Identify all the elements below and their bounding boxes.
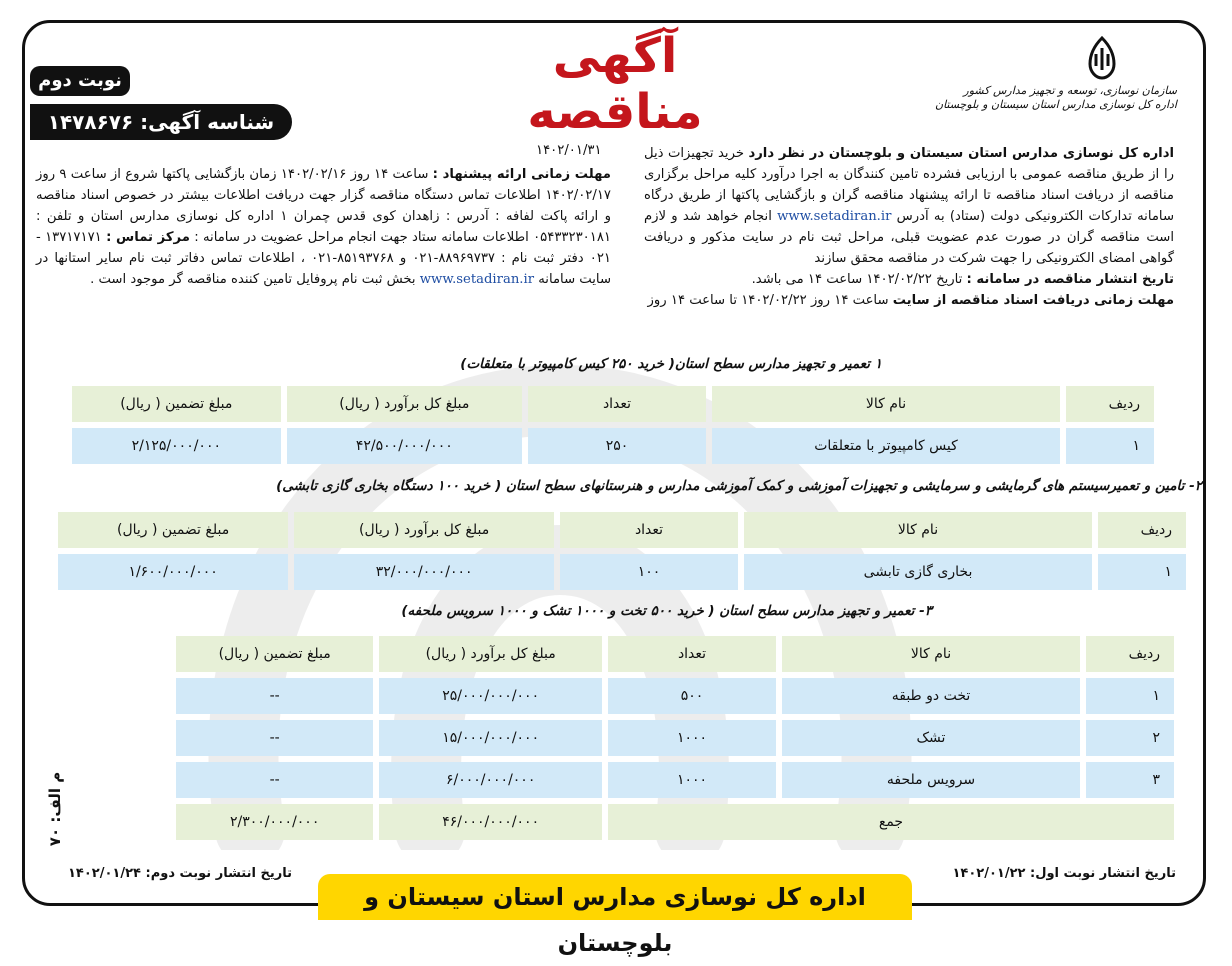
intro-text-2: انجام خواهد شد و لازم است مناقصه گران در صورت عدم عضویت قبلی، مراحل ثبت نام در سایت مذکور و دریافت گواهی امضای الکترونیکی را جهت شرکت در مناقصه محقق سازند <box>644 209 1174 266</box>
cell-qty: ۱۰۰۰ <box>608 720 776 756</box>
section3-title: ۳- تعمیر و تجهیز مدارس سطح استان ( خرید ۵۰۰ تخت و ۱۰۰۰ تشک و ۱۰۰۰ سرویس ملحفه) <box>401 603 932 619</box>
col-header: مبلغ کل برآورد ( ریال) <box>287 386 522 422</box>
ad-code <box>40 760 70 870</box>
first-publish-date: تاریخ انتشار نوبت اول: ۱۴۰۲/۰۱/۲۲ <box>952 866 1176 881</box>
table-row <box>176 678 1174 714</box>
col-header: مبلغ تضمین ( ریال) <box>72 386 281 422</box>
footer-banner: اداره کل نوسازی مدارس استان سیستان و بلوچستان <box>318 874 912 920</box>
cell-estimate: ۴۲/۵۰۰/۰۰۰/۰۰۰ <box>287 428 522 464</box>
cell-index: ۱ <box>1098 554 1186 590</box>
table-row <box>176 762 1174 798</box>
col-header: ردیف <box>1098 512 1186 548</box>
cell-estimate: ۶/۰۰۰/۰۰۰/۰۰۰ <box>379 762 602 798</box>
col-header: مبلغ تضمین ( ریال) <box>176 636 373 672</box>
organization-logo <box>934 36 1177 126</box>
ad-title: آگهی مناقصه <box>527 28 703 140</box>
ad-id-badge: شناسه آگهی: ۱۴۷۸۶۷۶ <box>30 104 292 140</box>
table-row <box>58 554 1186 590</box>
cell-qty: ۱۰۰۰ <box>608 762 776 798</box>
table-row <box>176 720 1174 756</box>
cell-item: تخت دو طبقه <box>782 678 1080 714</box>
left-column-text <box>36 164 611 290</box>
cell-item: کیس کامپیوتر با متعلقات <box>712 428 1060 464</box>
col-header: مبلغ کل برآورد ( ریال) <box>379 636 602 672</box>
contact-label: مرکز تماس : <box>106 230 190 245</box>
col-header: نام کالا <box>744 512 1092 548</box>
col-header: ردیف <box>1086 636 1174 672</box>
publish-text: تاریخ ۱۴۰۲/۰۲/۲۲ ساعت ۱۴ می باشد. <box>751 272 967 287</box>
col-header: ردیف <box>1066 386 1154 422</box>
cell-estimate: ۱۵/۰۰۰/۰۰۰/۰۰۰ <box>379 720 602 756</box>
col-header: تعداد <box>560 512 738 548</box>
deadline-text: ساعت ۱۴ روز ۱۴۰۲/۰۲/۱۶ زمان بازگشایی پاکتها شروع از ساعت ۹ روز ۱۴۰۲/۰۲/۱۷ اطلاعات تماس دستگاه مناقصه گزار جهت دریافت اطلاعات بیشتر در خصوص اسناد مناقصه و ارائه پاکت لفافه : آدرس : زاهدان کوی قدس چمران ۱ اداره کل نوسازی مدارس استان و تلفن : ۰۵۴۳۳۲۳۰۱۸۱ اطلاعات سامانه ستاد جهت انجام مراحل عضویت در سامانه : <box>36 167 612 245</box>
receive-text: ساعت ۱۴ روز ۱۴۰۲/۰۲/۲۲ تا ساعت ۱۴ روز <box>647 293 893 308</box>
contact-text: ۱۳۷۱۷۱۷۱ - ۰۲۱ دفتر ثبت نام : ۸۸۹۶۹۷۳۷-۰۲۱ و ۸۵۱۹۳۷۶۸-۰۲۱ ، اطلاعات تماس دفاتر ثبت نام سایر استانها در سایت سامانه <box>36 230 611 287</box>
cell-index: ۱ <box>1086 678 1174 714</box>
section3-table <box>170 630 1180 846</box>
cell-guarantee: -- <box>176 678 373 714</box>
cell-guarantee: -- <box>176 762 373 798</box>
col-header: نام کالا <box>782 636 1080 672</box>
cell-index: ۳ <box>1086 762 1174 798</box>
table-header-row <box>58 512 1186 548</box>
deadline-label: مهلت زمانی ارائه پیشنهاد : <box>432 167 611 182</box>
publish-label: تاریخ انتشار مناقصه در سامانه : <box>966 272 1174 287</box>
total-guarantee: ۲/۳۰۰/۰۰۰/۰۰۰ <box>176 804 373 840</box>
cell-index: ۱ <box>1066 428 1154 464</box>
cell-item: تشک <box>782 720 1080 756</box>
col-header: نام کالا <box>712 386 1060 422</box>
intro-text: خرید تجهیزات ذیل را از طریق مناقصه عمومی با ارزیابی فشرده تامین کنندگان به اجرا درآورد کلیه مراحل برگزاری مناقصه از دریافت اسناد مناقصه تا ارائه پیشنهاد مناقصه گران و بازگشایی پاکتها از طریق درگاه سامانه تدارکات الکترونیکی دولت (ستاد) به آدرس <box>644 146 1174 224</box>
section1-title: ۱ تعمیر و تجهیز مدارس سطح استان( خرید ۲۵۰ کیس کامپیوتر با متعلقات) <box>460 356 882 372</box>
cell-item: سرویس ملحفه <box>782 762 1080 798</box>
org-lead: اداره کل نوسازی مدارس استان سیستان و بلوچستان در نظر دارد <box>748 146 1174 161</box>
setad-link[interactable]: www.setadiran.ir <box>777 209 892 224</box>
total-row <box>176 804 1174 840</box>
table-header-row <box>72 386 1154 422</box>
cell-guarantee: ۲/۱۲۵/۰۰۰/۰۰۰ <box>72 428 281 464</box>
ad-code-text: م الف: ۷۰ <box>46 771 64 847</box>
cell-guarantee: -- <box>176 720 373 756</box>
section2-title: ۲- تامین و تعمیرسیستم های گرمایشی و سرمایشی و تجهیزات آموزشی و کمک آموزشی مدارس و هنرستانهای سطح استان ( خرید ۱۰۰ دستگاه بخاری گازی تابشی) <box>276 478 1202 494</box>
cell-guarantee: ۱/۶۰۰/۰۰۰/۰۰۰ <box>58 554 288 590</box>
cell-estimate: ۳۲/۰۰۰/۰۰۰/۰۰۰ <box>294 554 554 590</box>
col-header: مبلغ تضمین ( ریال) <box>58 512 288 548</box>
total-label: جمع <box>608 804 1174 840</box>
right-column-text <box>644 143 1174 311</box>
cell-qty: ۵۰۰ <box>608 678 776 714</box>
second-publish-date: تاریخ انتشار نوبت دوم: ۱۴۰۲/۰۱/۲۴ <box>68 866 292 881</box>
receive-label: مهلت زمانی دریافت اسناد مناقصه از سایت <box>892 293 1174 308</box>
table-row <box>72 428 1154 464</box>
col-header: تعداد <box>528 386 706 422</box>
col-header: تعداد <box>608 636 776 672</box>
col-header: مبلغ کل برآورد ( ریال) <box>294 512 554 548</box>
setad-link-2[interactable]: www.setadiran.ir <box>419 272 535 287</box>
total-estimate: ۴۶/۰۰۰/۰۰۰/۰۰۰ <box>379 804 602 840</box>
round-badge: نوبت دوم <box>30 66 130 96</box>
section2-table <box>52 506 1192 596</box>
cell-estimate: ۲۵/۰۰۰/۰۰۰/۰۰۰ <box>379 678 602 714</box>
section1-table <box>66 380 1160 470</box>
cell-item: بخاری گازی تابشی <box>744 554 1092 590</box>
emblem-icon <box>1082 36 1122 80</box>
logo-text-2: اداره کل نوسازی مدارس استان سیستان و بلوچستان <box>934 98 1177 111</box>
contact-tail: بخش ثبت نام پروفایل تامین کننده مناقصه گر موجود است . <box>90 272 420 287</box>
table-header-row <box>176 636 1174 672</box>
cell-index: ۲ <box>1086 720 1174 756</box>
cell-qty: ۲۵۰ <box>528 428 706 464</box>
cell-qty: ۱۰۰ <box>560 554 738 590</box>
logo-text-1: سازمان نوسازی، توسعه و تجهیز مدارس کشور <box>963 84 1177 97</box>
doc-date: ۱۴۰۲/۰۱/۳۱ <box>536 143 602 158</box>
